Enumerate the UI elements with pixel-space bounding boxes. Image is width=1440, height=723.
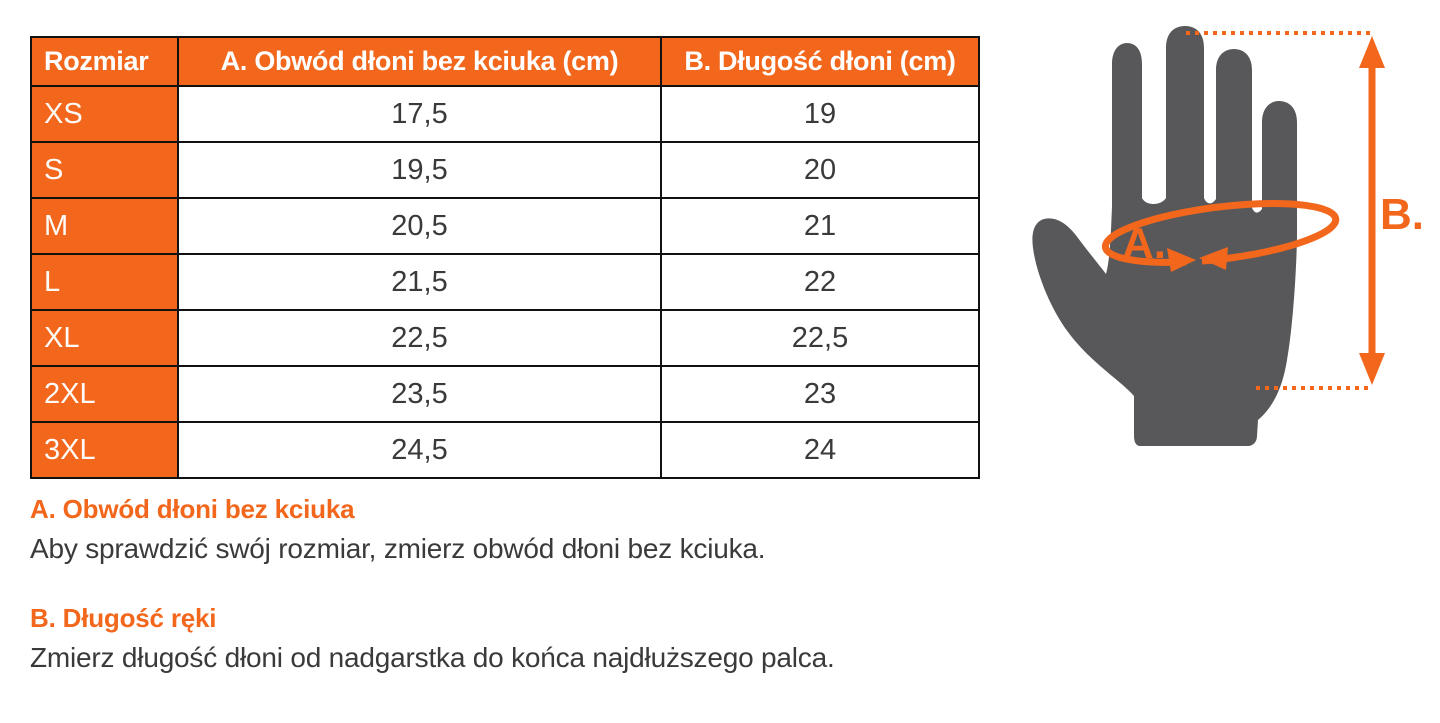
length-arrowhead-top-icon xyxy=(1359,36,1385,68)
circumference-cell: 20,5 xyxy=(178,198,661,254)
circumference-cell: 19,5 xyxy=(178,142,661,198)
length-cell: 20 xyxy=(661,142,979,198)
note-circumference-text: Aby sprawdzić swój rozmiar, zmierz obwód dłoni bez kciuka. xyxy=(30,533,766,564)
size-cell: 2XL xyxy=(31,366,178,422)
circumference-cell: 21,5 xyxy=(178,254,661,310)
circumference-cell: 23,5 xyxy=(178,366,661,422)
note-circumference xyxy=(30,495,765,564)
table-row xyxy=(31,86,979,142)
length-cell: 19 xyxy=(661,86,979,142)
size-cell: L xyxy=(31,254,178,310)
header-rozmiar: Rozmiar xyxy=(31,37,178,86)
note-circumference-heading: A. Obwód dłoni bez kciuka xyxy=(30,494,355,524)
table-row xyxy=(31,422,979,478)
length-cell: 22,5 xyxy=(661,310,979,366)
size-cell: XL xyxy=(31,310,178,366)
length-arrowhead-bottom-icon xyxy=(1359,353,1385,385)
table-row xyxy=(31,142,979,198)
label-a: A. xyxy=(1122,219,1166,268)
length-cell: 23 xyxy=(661,366,979,422)
circumference-cell: 17,5 xyxy=(178,86,661,142)
size-table xyxy=(30,36,980,479)
size-cell: XS xyxy=(31,86,178,142)
circumference-cell: 24,5 xyxy=(178,422,661,478)
hand-diagram-svg xyxy=(1000,0,1440,480)
length-cell: 24 xyxy=(661,422,979,478)
note-length-heading: B. Długość ręki xyxy=(30,603,217,633)
table-row xyxy=(31,366,979,422)
size-cell: 3XL xyxy=(31,422,178,478)
hand-measurement-diagram xyxy=(1000,0,1440,480)
size-cell: M xyxy=(31,198,178,254)
note-length xyxy=(30,604,835,673)
size-cell: S xyxy=(31,142,178,198)
table-row xyxy=(31,198,979,254)
table-header-row xyxy=(31,37,979,86)
header-obwod: A. Obwód dłoni bez kciuka (cm) xyxy=(178,37,661,86)
label-b: B. xyxy=(1380,190,1424,239)
table-row xyxy=(31,254,979,310)
circumference-cell: 22,5 xyxy=(178,310,661,366)
length-cell: 22 xyxy=(661,254,979,310)
header-dlugosc: B. Długość dłoni (cm) xyxy=(661,37,979,86)
length-cell: 21 xyxy=(661,198,979,254)
note-length-text: Zmierz długość dłoni od nadgarstka do końca najdłuższego palca. xyxy=(30,642,835,673)
table-row xyxy=(31,310,979,366)
